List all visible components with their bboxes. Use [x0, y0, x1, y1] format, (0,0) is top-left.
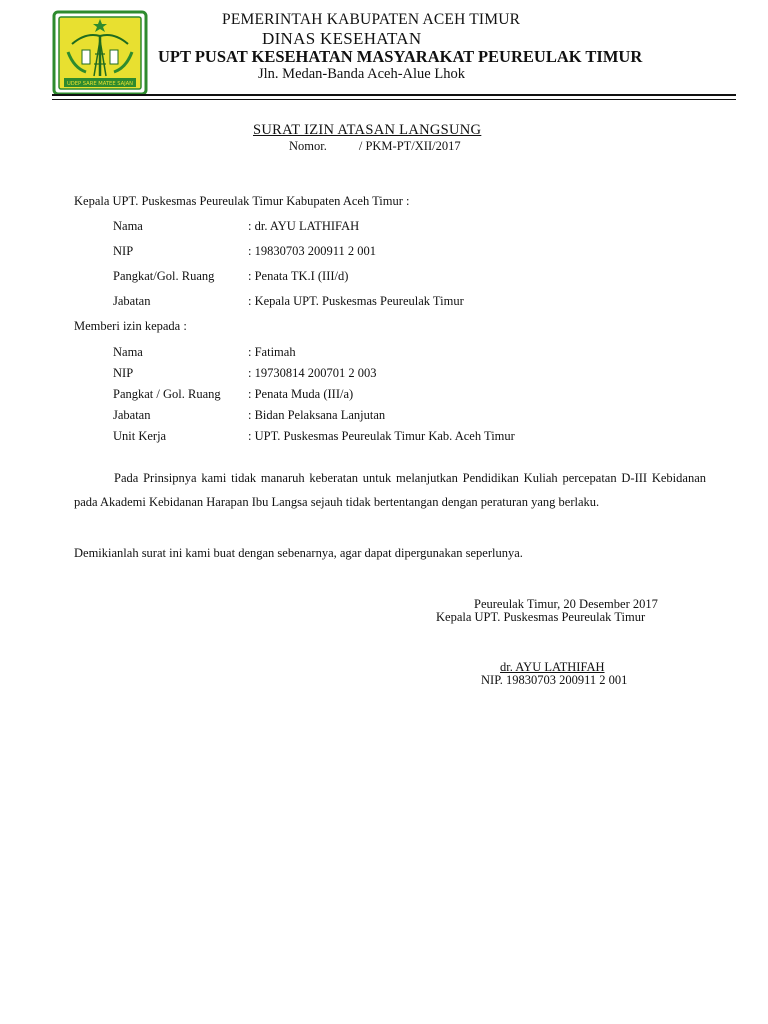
grantee-value: : Penata Muda (III/a): [248, 387, 354, 401]
signature-name: dr. AYU LATHIFAH: [500, 660, 605, 674]
grantee-label: NIP: [113, 366, 134, 380]
header-government: PEMERINTAH KABUPATEN ACEH TIMUR: [222, 11, 521, 28]
header-department: DINAS KESEHATAN: [262, 29, 422, 48]
signature-position: Kepala UPT. Puskesmas Peureulak Timur: [436, 610, 646, 624]
grantor-value: : dr. AYU LATHIFAH: [248, 219, 360, 233]
grantor-value: : Penata TK.I (III/d): [248, 269, 349, 283]
header-institution: UPT PUSAT KESEHATAN MASYARAKAT PEUREULAK TIMUR: [158, 47, 643, 66]
header-rule-thick: [52, 94, 736, 96]
grantee-label: Unit Kerja: [113, 429, 167, 443]
letter-number: [289, 139, 461, 154]
closing-text: Demikianlah surat ini kami buat dengan sebenarnya, agar dapat dipergunakan seperlunya.: [74, 546, 523, 560]
grant-intro: Memberi izin kepada :: [74, 319, 187, 333]
grantor-value: : 19830703 200911 2 001: [248, 244, 377, 258]
grantor-label: Jabatan: [113, 294, 151, 308]
grantee-label: Jabatan: [113, 408, 151, 422]
header-address: Jln. Medan-Banda Aceh-Alue Lhok: [258, 66, 465, 82]
grantor-label: NIP: [113, 244, 134, 258]
letter-number-label: Nomor.: [289, 139, 327, 153]
grantee-value: : UPT. Puskesmas Peureulak Timur Kab. Aceh Timur: [248, 429, 515, 443]
grantor-label: Nama: [113, 219, 143, 233]
grantee-value: : Bidan Pelaksana Lanjutan: [248, 408, 386, 422]
signature-place-date: Peureulak Timur, 20 Desember 2017: [474, 597, 658, 611]
grantee-label: Nama: [113, 345, 143, 359]
header-rule-thin: [52, 99, 736, 100]
letter-number-value: / PKM-PT/XII/2017: [358, 139, 461, 153]
grantee-value: : 19730814 200701 2 003: [248, 366, 377, 380]
grantee-value: : Fatimah: [248, 345, 296, 359]
grantor-value: : Kepala UPT. Puskesmas Peureulak Timur: [248, 294, 464, 308]
letter-title: SURAT IZIN ATASAN LANGSUNG: [253, 122, 482, 138]
grantee-label: Pangkat / Gol. Ruang: [113, 387, 221, 401]
signature-nip: NIP. 19830703 200911 2 001: [481, 673, 628, 687]
aceh-timur-emblem-icon: [52, 10, 148, 96]
logo-motto: UDEP SARE MATEE SAJAN: [66, 81, 134, 87]
grantor-label: Pangkat/Gol. Ruang: [113, 269, 215, 283]
body-paragraph: Pada Prinsipnya kami tidak manaruh keberatan untuk melanjutkan Pendidikan Kuliah percepatan D-III Kebidanan pada Akademi Kebidanan Harapan Ibu Langsa sejauh tidak bertentangan dengan peraturan yang berlaku.: [74, 471, 706, 509]
intro-text: Kepala UPT. Puskesmas Peureulak Timur Kabupaten Aceh Timur :: [74, 194, 410, 208]
